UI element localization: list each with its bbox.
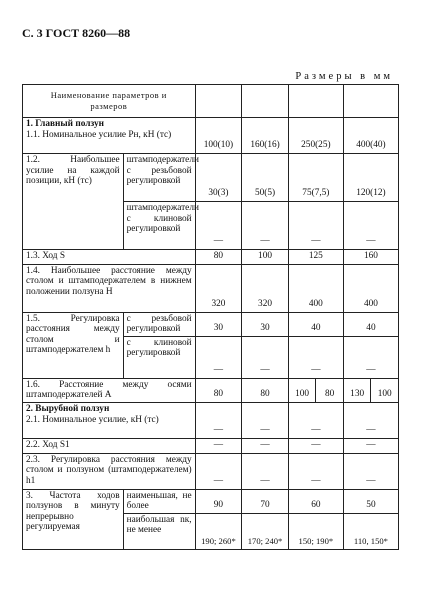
row-label: 1.5. Регулировка расстояния между столом и штамподержателем h	[23, 312, 124, 378]
value-cell: —	[195, 438, 242, 453]
table-row	[23, 378, 399, 402]
value-cell: —	[343, 453, 398, 489]
value-cell: 100(10)	[195, 118, 242, 154]
row-label: 1.1. Номинальное усилие Pн, кН (тс)	[26, 129, 172, 140]
units-note: Размеры в мм	[295, 71, 393, 82]
value-cell: 70	[242, 489, 289, 513]
column-header-3	[288, 85, 343, 118]
value-cell: 40	[288, 312, 343, 336]
row-label: 2.3. Регулировка расстояния между столом и ползуном (штамподержателем) h1	[23, 453, 196, 489]
value-cell: —	[343, 336, 398, 378]
value-cell: —	[343, 202, 398, 250]
value-cell: 190; 260*	[195, 513, 242, 549]
sub-row-label: штамподержатели с клиновой регулировкой	[123, 202, 195, 250]
sub-row-label: с клиновой регулировкой	[123, 336, 195, 378]
page-header: С. 3 ГОСТ 8260—88	[22, 26, 131, 40]
table-row	[23, 312, 399, 336]
value-cell: —	[288, 336, 343, 378]
value-cell: —	[195, 453, 242, 489]
value-cell: 160(16)	[242, 118, 289, 154]
table-row	[23, 118, 399, 154]
value-cell: —	[288, 402, 343, 438]
value-cell: 60	[288, 489, 343, 513]
value-cell: 50(5)	[242, 154, 289, 202]
row-label: 3. Частота ходов ползунов в минуту непрерывно регулируемая	[23, 489, 124, 549]
value-cell: —	[288, 438, 343, 453]
section2-title: 2. Вырубной ползун	[26, 403, 110, 414]
value-cell: 125	[288, 250, 343, 265]
value-cell: 120(12)	[343, 154, 398, 202]
sub-row-label: с резьбовой регулировкой	[123, 312, 195, 336]
value-cell: 40	[343, 312, 398, 336]
parameters-table	[22, 84, 399, 550]
table-row	[23, 489, 399, 513]
value-cell: —	[242, 453, 289, 489]
column-header-4	[343, 85, 398, 118]
value-cell: 250(25)	[288, 118, 343, 154]
value-cell: 90	[195, 489, 242, 513]
column-header-name: Наименование параметров и размеров	[23, 85, 196, 118]
table-row	[23, 402, 399, 438]
value-cell: —	[343, 438, 398, 453]
table-header-row	[23, 85, 399, 118]
value-cell: —	[195, 202, 242, 250]
value-cell: —	[288, 453, 343, 489]
value-cell: 130	[343, 378, 371, 402]
row-label: 1.6. Расстояние между осями штамподержателей A	[23, 378, 196, 402]
table-row	[23, 250, 399, 265]
value-cell: 100	[371, 378, 399, 402]
value-cell: 110, 150*	[343, 513, 398, 549]
sub-row-label: наибольшая nк, не менее	[123, 513, 195, 549]
value-cell: 80	[195, 378, 242, 402]
table-row	[23, 154, 399, 202]
value-cell: 400(40)	[343, 118, 398, 154]
value-cell: —	[343, 402, 398, 438]
value-cell: 75(7,5)	[288, 154, 343, 202]
value-cell: 150; 190*	[288, 513, 343, 549]
value-cell: 30	[242, 312, 289, 336]
table-row	[23, 264, 399, 312]
value-cell: 50	[343, 489, 398, 513]
row-label: 1.3. Ход S	[23, 250, 196, 265]
value-cell: —	[242, 336, 289, 378]
value-cell: —	[195, 402, 242, 438]
value-cell: 400	[343, 264, 398, 312]
value-cell: 100	[288, 378, 316, 402]
sub-row-label: наименьшая, не более	[123, 489, 195, 513]
value-cell: 80	[316, 378, 344, 402]
value-cell: —	[288, 202, 343, 250]
section1-title: 1. Главный ползун	[26, 119, 104, 129]
value-cell: 80	[242, 378, 289, 402]
value-cell: 80	[195, 250, 242, 265]
column-header-1	[195, 85, 242, 118]
value-cell: 160	[343, 250, 398, 265]
row-label: 1.2. Наибольшее усилие на каждой позиции, кН (тс)	[23, 154, 124, 250]
value-cell: —	[242, 202, 289, 250]
table-row	[23, 453, 399, 489]
row-label: 2.2. Ход S1	[23, 438, 196, 453]
sub-row-label: штамподержатели с резьбовой регулировкой	[123, 154, 195, 202]
value-cell: 30	[195, 312, 242, 336]
value-cell: —	[195, 336, 242, 378]
value-cell: 320	[242, 264, 289, 312]
column-header-2	[242, 85, 289, 118]
row-label: 2.1. Номинальное усилие, кН (тс)	[26, 414, 159, 425]
value-cell: 170; 240*	[242, 513, 289, 549]
value-cell: 400	[288, 264, 343, 312]
value-cell: 30(3)	[195, 154, 242, 202]
table-row	[23, 438, 399, 453]
value-cell: —	[242, 438, 289, 453]
value-cell: —	[242, 402, 289, 438]
row-label: 1.4. Наибольшее расстояние между столом и штамподержателем в нижнем положении ползуна H	[23, 264, 196, 312]
value-cell: 100	[242, 250, 289, 265]
value-cell: 320	[195, 264, 242, 312]
